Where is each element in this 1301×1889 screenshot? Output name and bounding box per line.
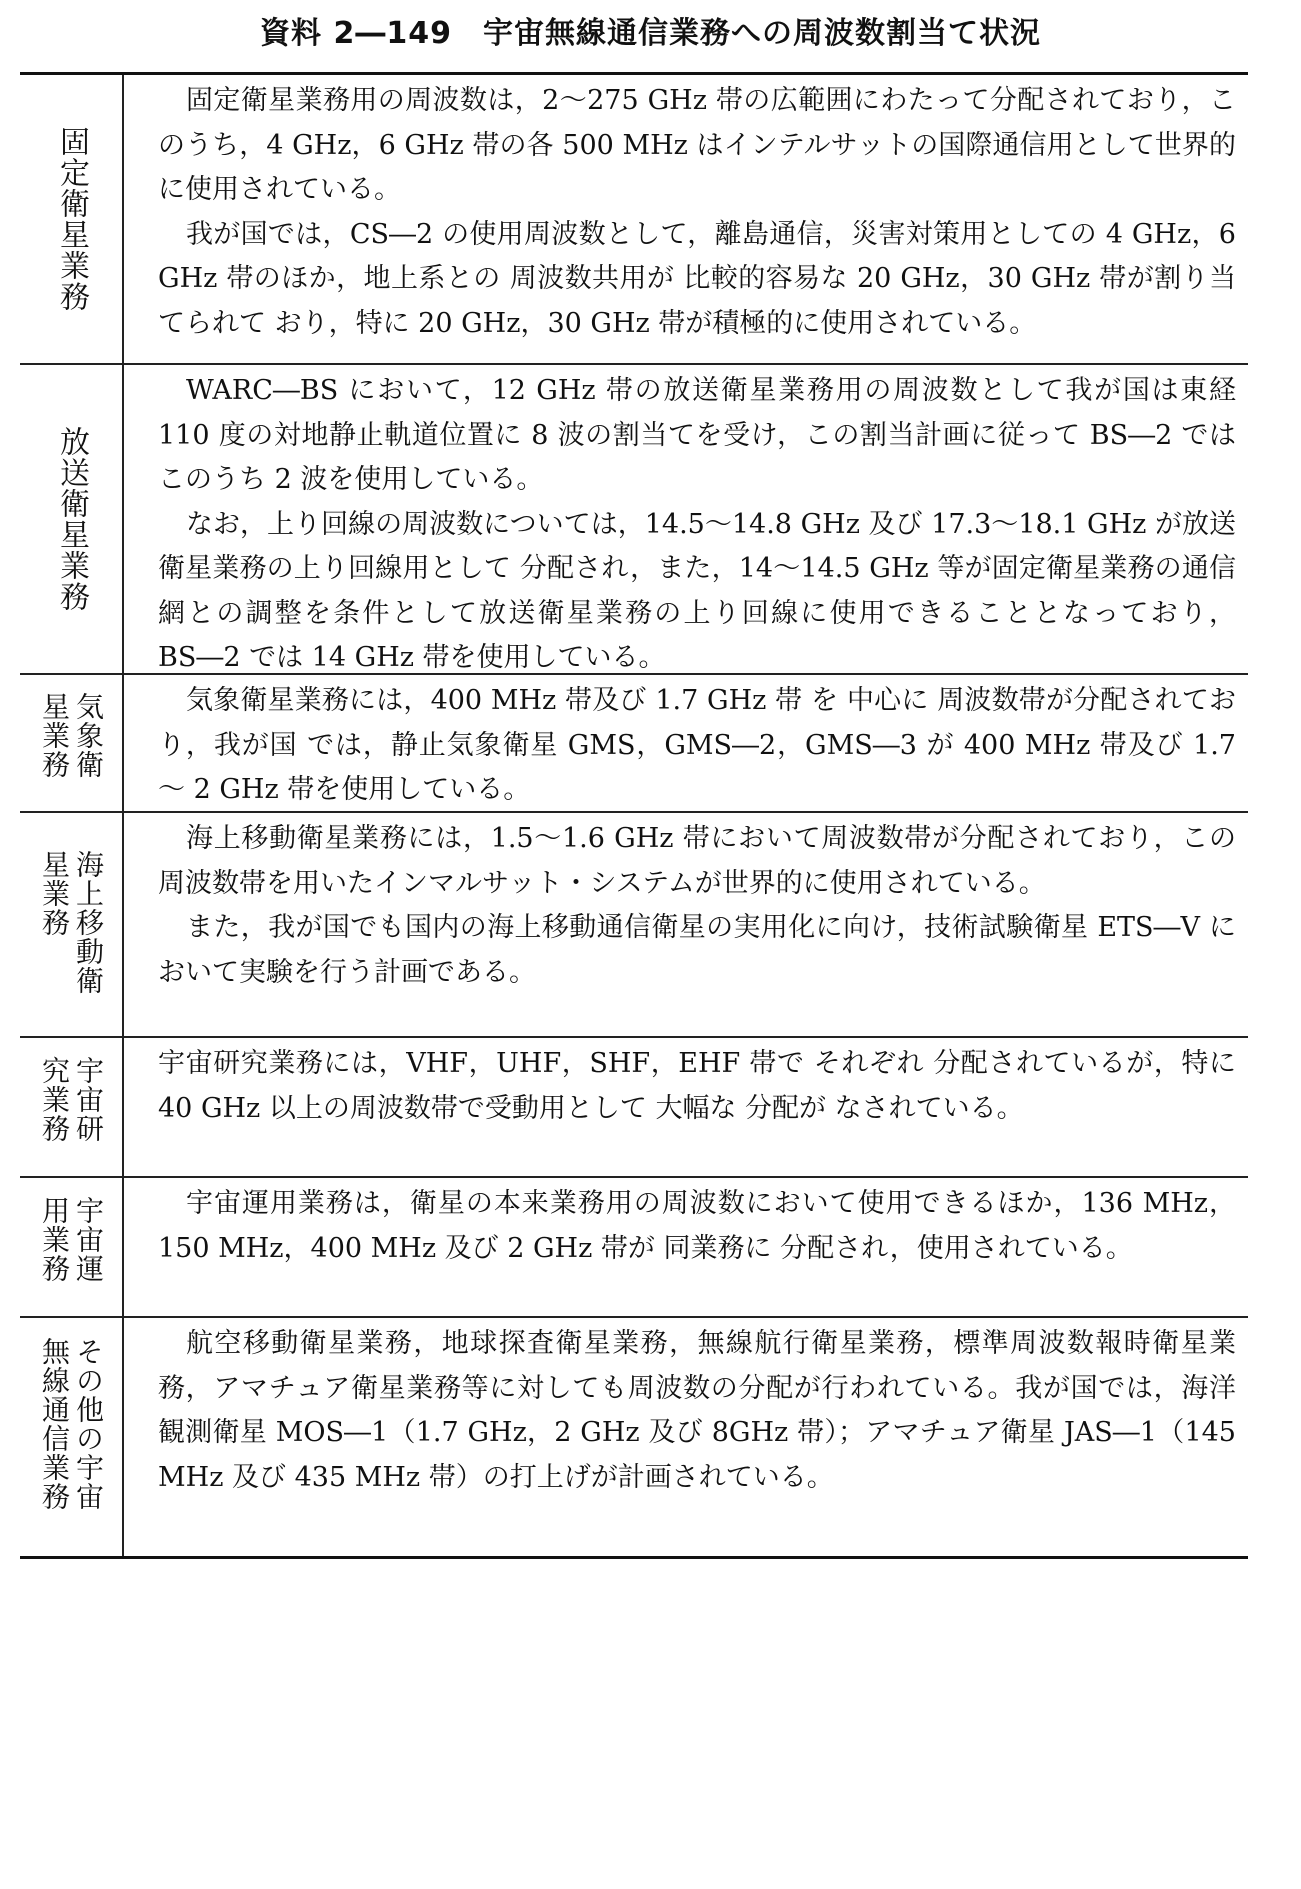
category-cell [20,75,124,363]
category-cell [20,1038,124,1176]
paragraph: 航空移動衛星業務，地球探査衛星業務，無線航行衛星業務，標準周波数報時衛星業務，アマチュア衛星業務等に対しても周波数の分配が行われている。我が国では，海洋観測衛星 MOS―1（1.7 GHz，2 GHz 及び 8GHz 帯）；アマチュア衛星 JAS―1（145 MHz 及び 435 MHz 帯）の打上げが計画されている。 [158,1328,1236,1493]
table-row-maritime-mobile-satellite [20,813,1248,1038]
paragraph: 宇宙運用業務は，衛星の本来業務用の周波数において使用できるほか，136 MHz，150 MHz，400 MHz 及び 2 GHz 帯が 同業務に 分配され，使用されている。 [158,1188,1236,1264]
table-row-space-research [20,1038,1248,1178]
category-cell [20,675,124,811]
paragraph: 我が国では，CS―2 の使用周波数として，離島通信，災害対策用としての 4 GHz，6 GHz 帯のほか，地上系との 周波数共用が 比較的容易な 20 GHz，30 GHz 帯が割り当てられて おり，特に 20 GHz，30 GHz 帯が積極的に使用されている。 [158,218,1236,339]
category-label: 固定衛星業務 [54,126,89,312]
description-cell [124,1038,1248,1176]
category-cell [20,1318,124,1556]
frequency-allocation-table [20,72,1248,1559]
paragraph: 宇宙研究業務には，VHF，UHF，SHF，EHF 帯で それぞれ 分配されているが，特に 40 GHz 以上の周波数帯で受動用として 大幅な 分配が なされている。 [158,1048,1236,1124]
category-label: 気象衛星業務 [38,692,105,779]
category-cell [20,365,124,673]
paragraph: WARC―BS において，12 GHz 帯の放送衛星業務用の周波数として我が国は東経 110 度の対地静止軌道位置に 8 波の割当てを受け，この割当計画に従って BS―2 ではこのうち 2 波を使用している。 [158,375,1236,495]
category-label: 放送衛星業務 [54,426,89,612]
description-cell [124,365,1248,673]
paragraph: 海上移動衛星業務には，1.5～1.6 GHz 帯において周波数帯が分配されており，この周波数帯を用いたインマルサット・システムが世界的に使用されている。 [158,823,1236,899]
table-row-other-space-services [20,1318,1248,1556]
description-cell [124,75,1248,363]
category-label: その他の宇宙無線通信業務 [38,1337,105,1511]
paragraph: 気象衛星業務には，400 MHz 帯及び 1.7 GHz 帯 を 中心に 周波数帯が分配されており，我が国 では，静止気象衛星 GMS，GMS―2，GMS―3 が 400 MHz 帯及び 1.7～ 2 GHz 帯を使用している。 [158,685,1236,805]
category-label: 宇宙研究業務 [38,1056,105,1143]
table-row-broadcasting-satellite [20,365,1248,675]
table-row-meteorological-satellite [20,675,1248,813]
description-cell [124,675,1248,811]
paragraph: また，我が国でも国内の海上移動通信衛星の実用化に向け，技術試験衛星 ETS―V において実験を行う計画である。 [158,912,1236,988]
description-cell [124,813,1248,1036]
table-row-fixed-satellite [20,75,1248,365]
category-cell [20,813,124,1036]
description-cell [124,1318,1248,1556]
paragraph: なお，上り回線の周波数については，14.5～14.8 GHz 及び 17.3～18.1 GHz が放送衛星業務の上り回線用として 分配され，また，14～14.5 GHz 等が固定衛星業務の通信網との調整を条件として放送衛星業務の上り回線に使用できることとなっており，BS―2 では 14 GHz 帯を使用している。 [158,508,1236,673]
category-cell [20,1178,124,1316]
table-row-space-operation [20,1178,1248,1318]
category-label: 宇宙運用業務 [38,1196,105,1283]
paragraph: 固定衛星業務用の周波数は，2～275 GHz 帯の広範囲にわたって分配されており，このうち，4 GHz，6 GHz 帯の各 500 MHz はインテルサットの国際通信用として世界的に使用されている。 [158,85,1236,205]
category-label: 海上移動衛星業務 [38,849,105,995]
document-title: 資料 2―149 宇宙無線通信業務への周波数割当て状況 [260,16,1041,51]
description-cell [124,1178,1248,1316]
